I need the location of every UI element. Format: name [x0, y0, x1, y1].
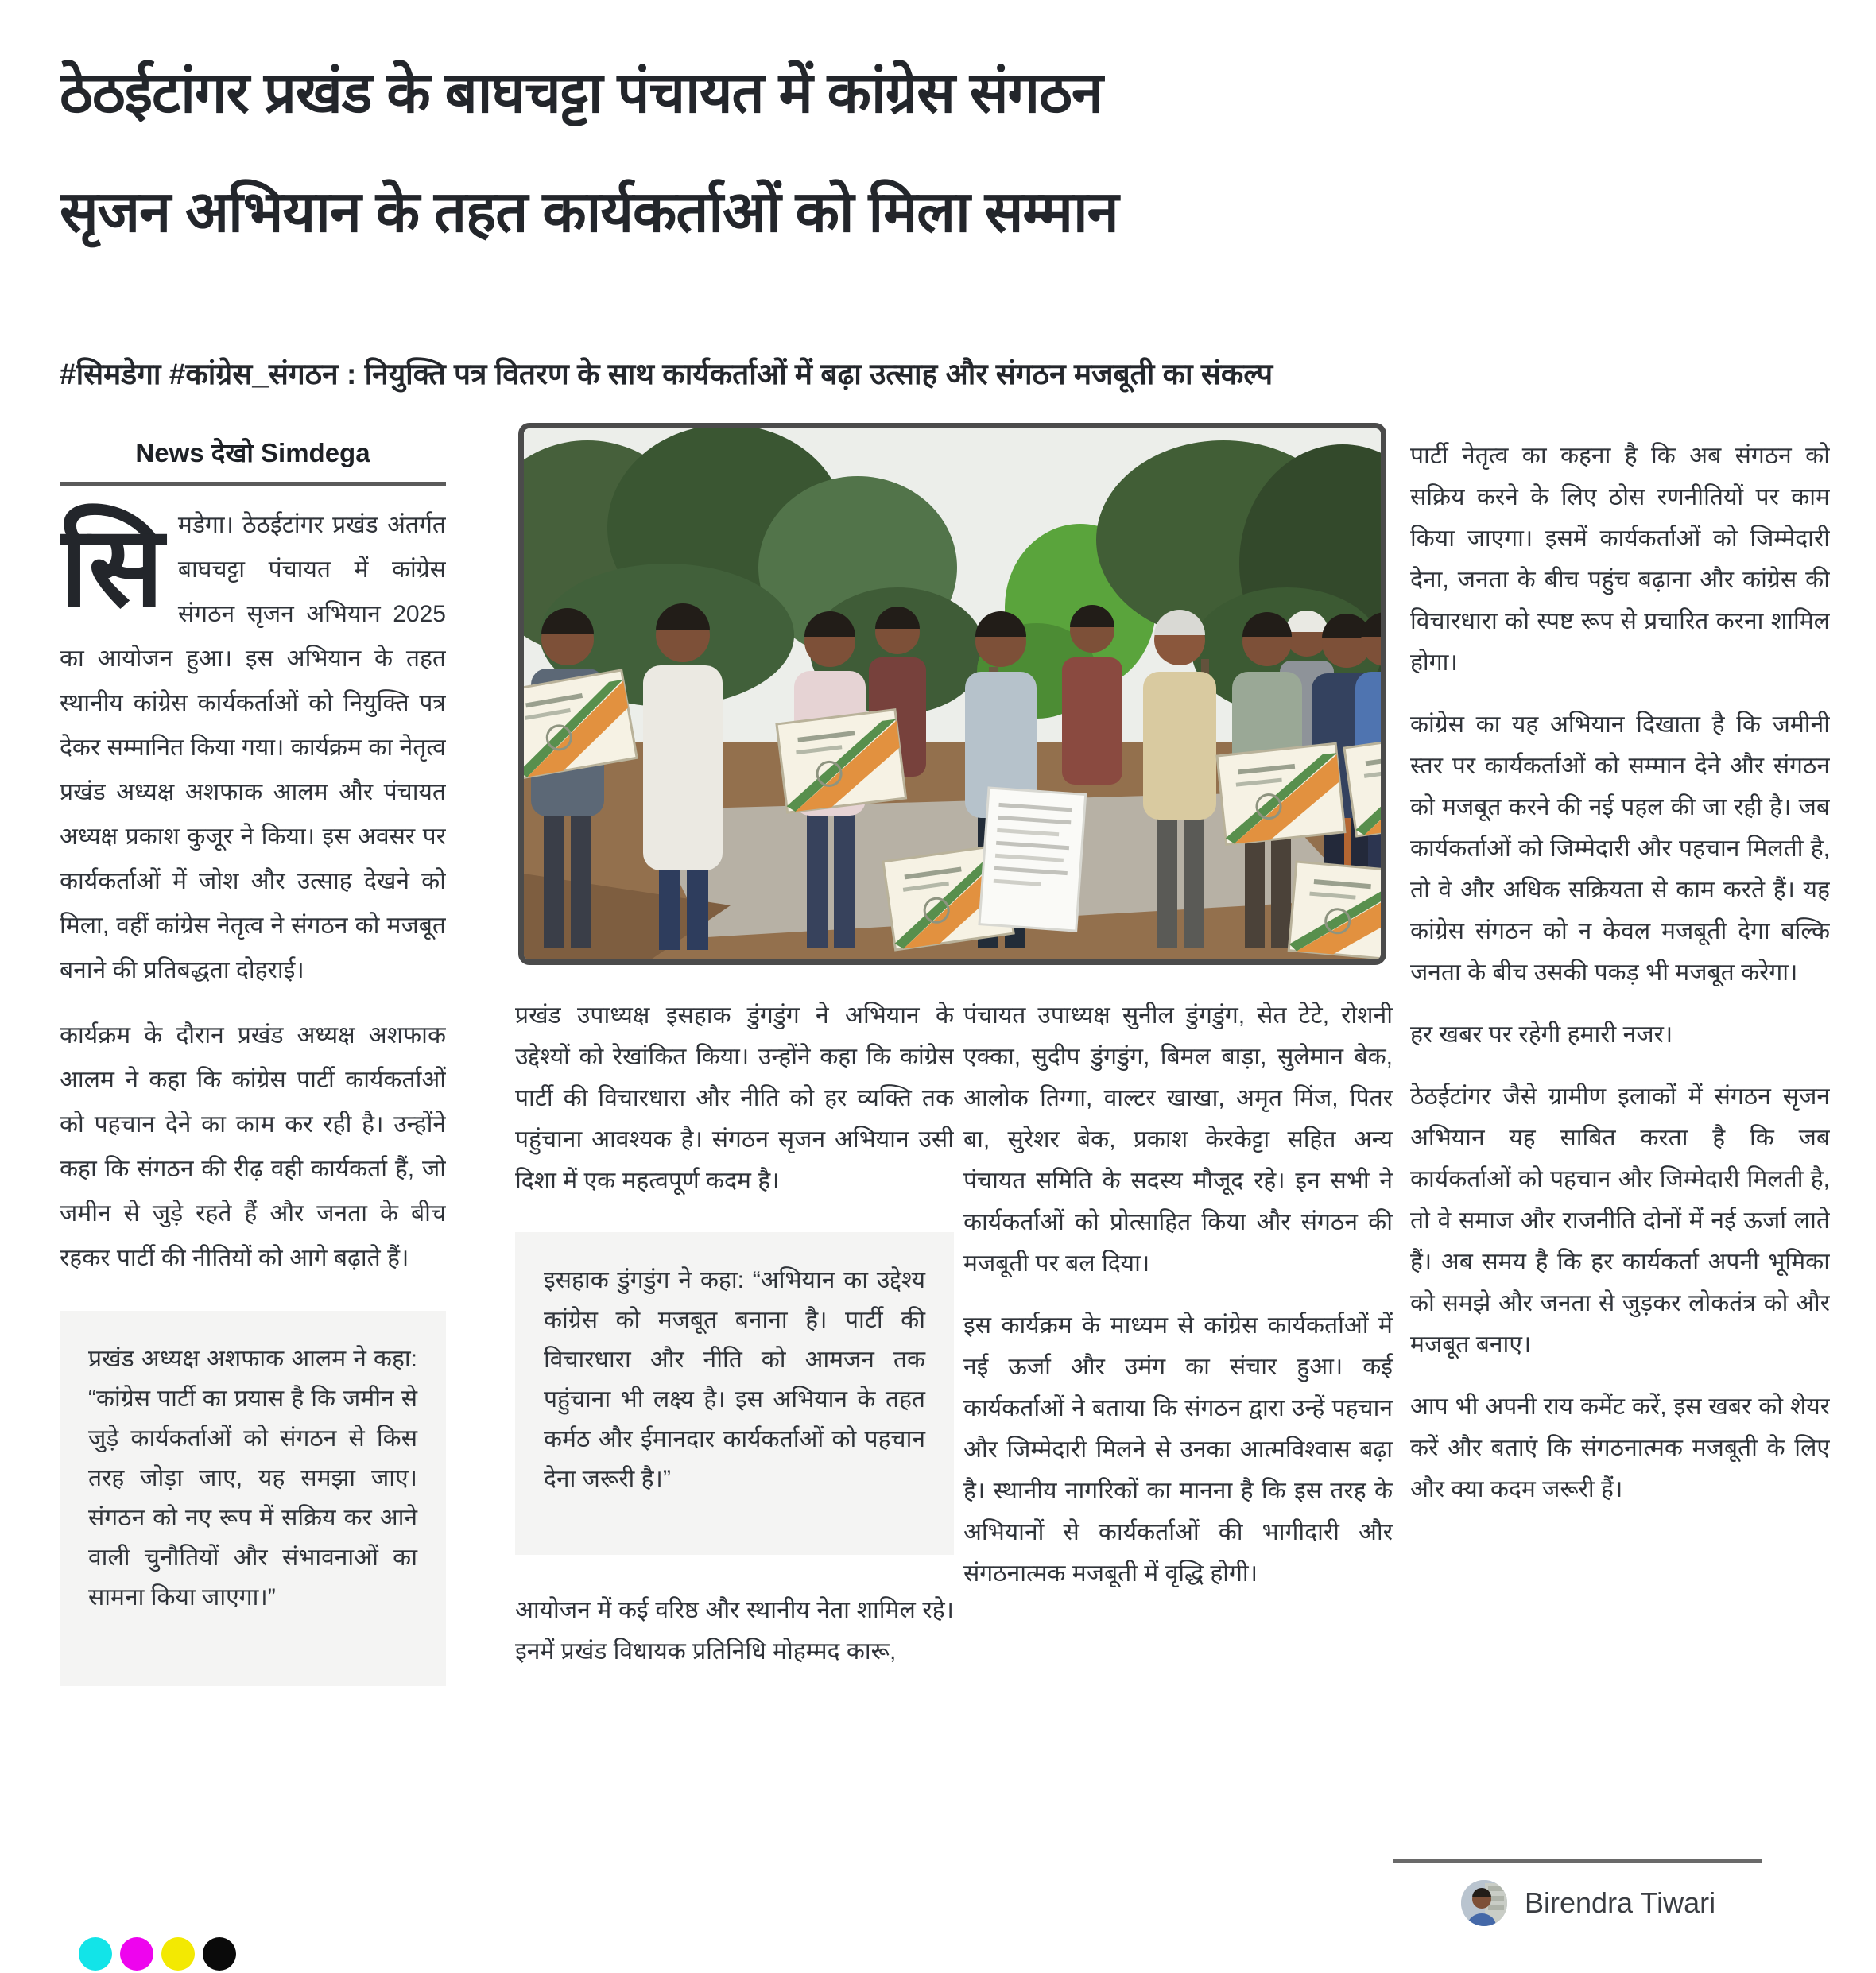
print-registration-marks — [79, 1937, 236, 1971]
body-paragraph: हर खबर पर रहेगी हमारी नजर। — [1410, 1021, 1673, 1048]
headline-line-2: सृजन अभियान के तहत कार्यकर्ताओं को मिला सम्मान — [60, 180, 1118, 244]
body-paragraph: आयोजन में कई वरिष्ठ और स्थानीय नेता शामिल रहे। इनमें प्रखंड विधायक प्रतिनिधि मोहम्मद कारू, — [515, 1597, 954, 1665]
body-paragraph: कार्यक्रम के दौरान प्रखंड अध्यक्ष अशफाक आलम ने कहा कि कांग्रेस पार्टी कार्यकर्ताओं को पहचान देने का काम कर रही है। उन्होंने कहा कि संगठन की रीढ़ वही कार्यकर्ता हैं, जो जमीन से जुड़े रहते हैं और जनता के बीच रहकर पार्टी की नीतियों को आगे बढ़ाते हैं। — [60, 1022, 446, 1271]
column-3 — [963, 995, 1393, 1878]
cmyk-dot-magenta — [120, 1937, 153, 1971]
body-paragraph: ठेठईटांगर जैसे ग्रामीण इलाकों में संगठन सृजन अभियान यह साबित करता है कि जब कार्यकर्ताओं को पहचान और जिम्मेदारी मिलती है, तो वे समाज और राजनीति दोनों में नई ऊर्जा लाते हैं। अब समय है कि हर कार्यकर्ता अपनी भूमिका को समझे और जनता से जुड़कर लोकतंत्र को और मजबूत बनाए। — [1410, 1083, 1830, 1358]
column-2 — [515, 995, 954, 1909]
body-paragraph: पंचायत उपाध्यक्ष सुनील डुंगडुंग, सेत टेटे, रोशनी एक्का, सुदीप डुंगडुंग, बिमल बाड़ा, सुलेमान बेक, आलोक तिग्गा, वाल्टर खाखा, अमृत मिंज, पितर बा, सुरेशर बेक, प्रकाश केरकेट्टा सहित अन्य पंचायत समिति के सदस्य मौजूद रहे। इन सभी ने कार्यकर्ताओं को प्रोत्साहित किया और संगठन की मजबूती पर बल दिया। — [963, 1002, 1393, 1277]
article-headline — [60, 33, 1832, 272]
article-photo — [518, 423, 1386, 965]
author-avatar-image — [1461, 1880, 1507, 1926]
cmyk-dot-cyan — [79, 1937, 112, 1971]
cmyk-dot-black — [203, 1937, 236, 1971]
pull-quote-ashfaq-alam: प्रखंड अध्यक्ष अशफाक आलम ने कहा: “कांग्रेस पार्टी का प्रयास है कि जमीन से जुड़े कार्यकर्ताओं को संगठन से किस तरह जोड़ा जाए, यह समझा जाए। संगठन को नए रूप में सक्रिय कर आने वाली चुनौतियों और संभावनाओं का सामना किया जाएगा।” — [60, 1311, 446, 1686]
body-paragraph: कांग्रेस का यह अभियान दिखाता है कि जमीनी स्तर पर कार्यकर्ताओं को सम्मान देने और संगठन को मजबूत करने की नई पहल की जा रही है। जब कार्यकर्ताओं को जिम्मेदारी और पहचान मिलती है, तो वे और अधिक सक्रियता से काम करते हैं। यह कांग्रेस संगठन को न केवल मजबूती देगा बल्कि जनता के बीच उसकी पकड़ भी मजबूत करेगा। — [1410, 711, 1830, 986]
body-paragraph: आप भी अपनी राय कमेंट करें, इस खबर को शेयर करें और बताएं कि संगठनात्मक मजबूती के लिए और क्या कदम जरूरी हैं। — [1410, 1394, 1830, 1502]
column-4 — [1410, 436, 1830, 1851]
body-paragraph: इस कार्यक्रम के माध्यम से कांग्रेस कार्यकर्ताओं में नई ऊर्जा और उमंग का संचार हुआ। कई कार्यकर्ताओं ने बताया कि संगठन द्वारा उन्हें पहचान और जिम्मेदारी मिलने से उनका आत्मविश्वास बढ़ा है। स्थानीय नागरिकों का मानना है कि इस तरह के अभियानों से कार्यकर्ताओं की भागीदारी और संगठनात्मक मजबूती में वृद्धि होगी। — [963, 1312, 1393, 1587]
paragraph-text: मडेगा। ठेठईटांगर प्रखंड अंतर्गत बाघचट्टा पंचायत में कांग्रेस संगठन सृजन अभियान 2025 का आयोजन हुआ। इस अभियान के तहत स्थानीय कांग्रेस कार्यकर्ताओं को नियुक्ति पत्र देकर सम्मानित किया गया। कार्यक्रम का नेतृत्व प्रखंड अध्यक्ष अशफाक आलम और पंचायत अध्यक्ष प्रकाश कुजूर ने किया। इस अवसर पर कार्यकर्ताओं में जोश और उत्साह देखने को मिला, वहीं कांग्रेस नेतृत्व ने संगठन को मजबूत बनाने की प्रतिबद्धता दोहराई। — [60, 512, 446, 983]
author-name[interactable]: Birendra Tiwari — [1525, 1886, 1716, 1919]
column-1 — [60, 436, 446, 1890]
cmyk-dot-yellow — [161, 1937, 195, 1971]
drop-cap: सि — [60, 504, 164, 629]
body-paragraph: पार्टी नेतृत्व का कहना है कि अब संगठन को सक्रिय करने के लिए ठोस रणनीतियों पर काम किया जाएगा। इसमें कार्यकर्ताओं को जिम्मेदारी देना, जनता के बीच पहुंच बढ़ाना और कांग्रेस की विचारधारा को स्पष्ट रूप से प्रचारित करना शामिल होगा। — [1410, 443, 1830, 676]
body-paragraph — [60, 503, 446, 993]
headline-line-1: ठेठईटांगर प्रखंड के बाघचट्टा पंचायत में कांग्रेस संगठन — [60, 61, 1103, 125]
byline[interactable] — [1393, 1859, 1762, 1926]
pull-quote-ishaq-dungdung: इसहाक डुंगडुंग ने कहा: “अभियान का उद्देश्य कांग्रेस को मजबूत बनाना है। पार्टी की विचारधारा और नीति को आमजन तक पहुंचाना भी लक्ष्य है। इस अभियान के तहत कर्मठ और ईमानदार कार्यकर्ताओं को पहचान देना जरूरी है।” — [515, 1232, 954, 1555]
body-paragraph: प्रखंड उपाध्यक्ष इसहाक डुंगडुंग ने अभियान के उद्देश्यों को रेखांकित किया। उन्होंने कहा कि कांग्रेस पार्टी की विचारधारा और नीति को हर व्यक्ति तक पहुंचाना आवश्यक है। संगठन सृजन अभियान उसी दिशा में एक महत्वपूर्ण कदम है। — [515, 1002, 954, 1194]
publication-kicker: News देखो Simdega — [60, 436, 446, 486]
author-avatar — [1461, 1880, 1507, 1926]
group-photo-illustration — [524, 428, 1381, 959]
article-subheadline: #सिमडेगा #कांग्रेस_संगठन : नियुक्ति पत्र वितरण के साथ कार्यकर्ताओं में बढ़ा उत्साह और संगठन मजबूती का संकल्प — [60, 358, 1273, 390]
